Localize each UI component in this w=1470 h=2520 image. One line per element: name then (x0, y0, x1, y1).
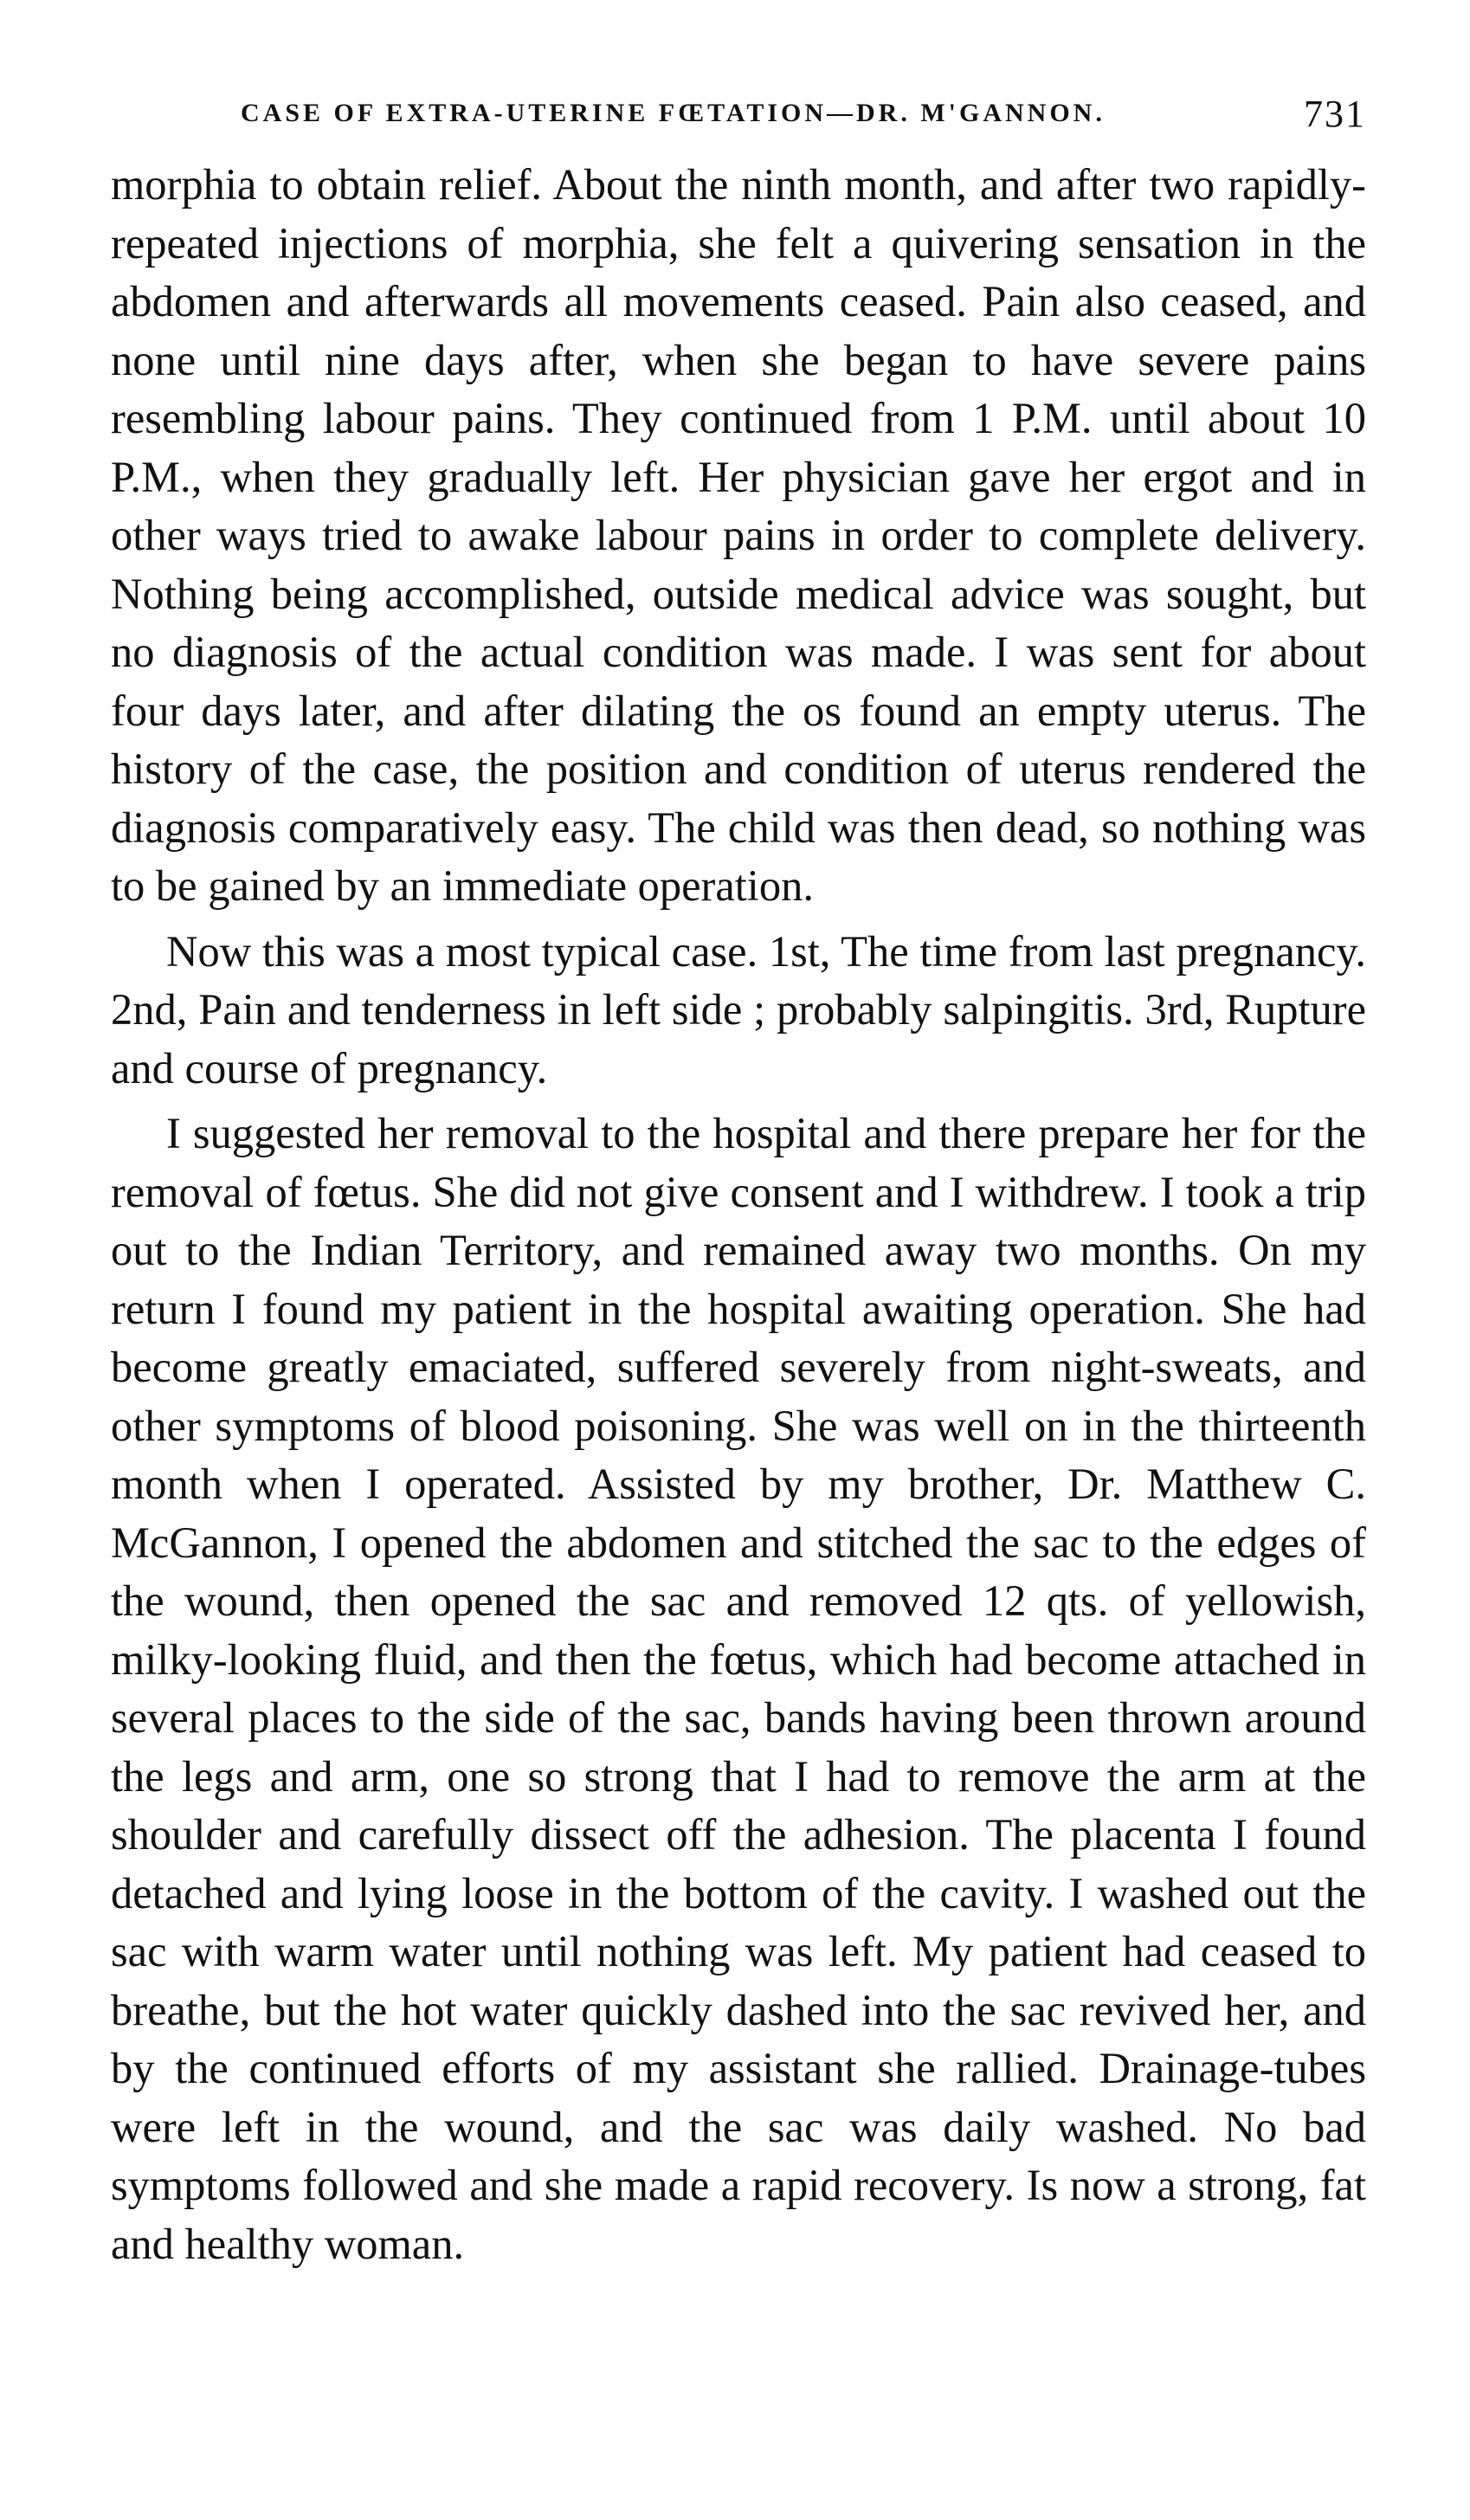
book-page (111, 87, 1366, 2459)
page-number: 731 (1304, 93, 1366, 135)
body-text (111, 156, 1366, 2273)
running-title: CASE OF EXTRA-UTERINE FŒTATION—DR. M'GANNON. (241, 99, 1106, 127)
paragraph-operation: I suggested her removal to the hospital and there prepare her for the removal of fœtus. She did not give consent and I withdrew. I took a trip out to the Indian Territory, and remained away two months. On my return I found my patient in the hospital awaiting operation. She had become greatly emaciated, suffered severely from night-sweats, and other symptoms of blood poisoning. She was well on in the thirteenth month when I operated. Assisted by my brother, Dr. Matthew C. McGannon, I opened the abdomen and stitched the sac to the edges of the wound, then opened the sac and removed 12 qts. of yellowish, milky-looking fluid, and then the fœtus, which had become attached in several places to the side of the sac, bands having been thrown around the legs and arm, one so strong that I had to remove the arm at the shoulder and carefully dissect off the adhesion. The placenta I found detached and lying loose in the bottom of the cavity. I washed out the sac with warm water until nothing was left. My patient had ceased to breathe, but the hot water quickly dashed into the sac revived her, and by the continued efforts of my assistant she rallied. Drainage-tubes were left in the wound, and the sac was daily washed. No bad symptoms followed and she made a rapid recovery. Is now a strong, fat and healthy woman. (111, 1109, 1366, 2268)
running-head (111, 87, 1366, 156)
paragraph-typical-case: Now this was a most typical case. 1st, The time from last pregnancy. 2nd, Pain and tenderness in left side ; probably salpingitis. 3rd, Rupture and course of pregnancy. (111, 926, 1366, 1092)
paragraph-continued: morphia to obtain relief. About the ninth month, and after two rapidly-repeated injections of morphia, she felt a quivering sensation in the abdomen and afterwards all movements ceased. Pain also ceased, and none until nine days after, when she began to have severe pains resembling labour pains. They continued from 1 P.M. until about 10 P.M., when they gradually left. Her physician gave her ergot and in other ways tried to awake labour pains in order to complete delivery. Nothing being accomplished, outside medical advice was sought, but no diagnosis of the actual condition was made. I was sent for about four days later, and after dilating the os found an empty uterus. The history of the case, the position and condition of uterus rendered the diagnosis comparatively easy. The child was then dead, so nothing was to be gained by an immediate operation. (111, 160, 1366, 910)
